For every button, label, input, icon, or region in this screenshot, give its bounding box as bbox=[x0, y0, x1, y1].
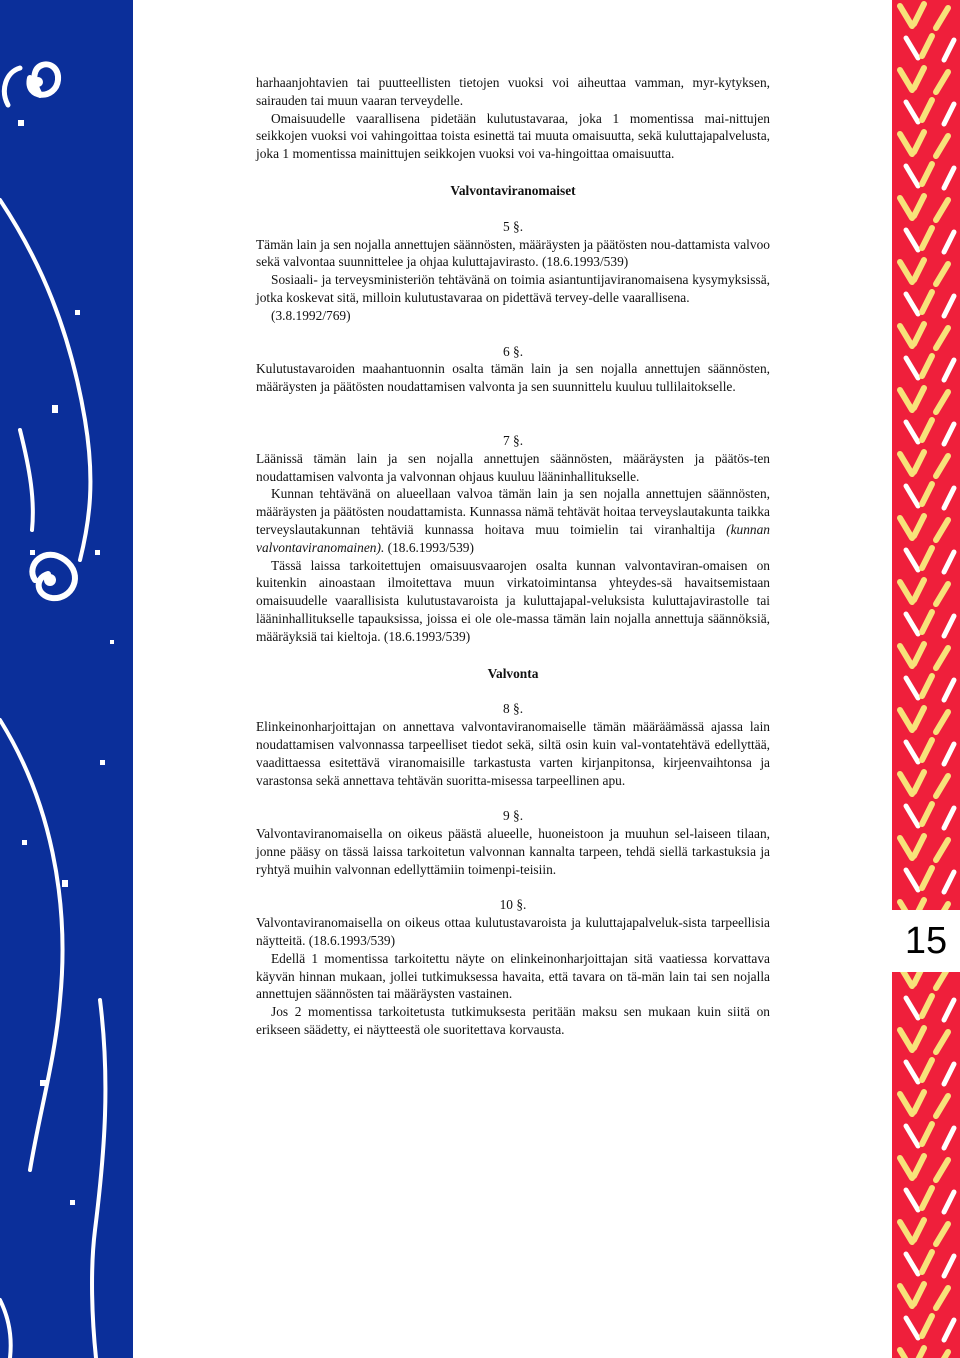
section-6-label: 6 §. bbox=[502, 343, 524, 359]
stroke-pattern bbox=[892, 0, 960, 1358]
section-6-paragraph-1: Kulutustavaroiden maahantuonnin osalta tämän lain ja sen nojalla annettujen säännösten, määräysten ja päätösten noudattamisen valvonta ja sen suunnittelu kuuluu tullilaitokselle. bbox=[256, 361, 770, 395]
section-7-paragraph-2 bbox=[256, 485, 770, 556]
section-8-paragraph-1: Elinkeinonharjoittajan on annettava valvontaviranomaiselle tämän määräämässä ajassa lain noudattamisen valvonnassa tarpeelliset tiedot sekä, siltä osin kuin val-vontatehtävä edellyttää, vaadittaessa esitettävä viranomaisille tarkastusta varten kirjanpitonsa, kirjeenvaihtonsa ja varastonsa sekä annettava tehtävän suoritta-misessa tarpeellinen apu. bbox=[256, 719, 770, 788]
document-body bbox=[256, 74, 770, 1039]
left-decorative-band bbox=[0, 0, 133, 1358]
section-5-paragraph-1: Tämän lain ja sen nojalla annettujen säännösten, määräysten ja päätösten nou-dattamista valvoo sekä valvontaa suunnittelee ja ohjaa kuluttajavirasto. (18.6.1993/539) bbox=[256, 236, 770, 270]
section-9-paragraph-1: Valvontaviranomaisella on oikeus päästä alueelle, huoneistoon ja muuhun sel-laiseen tilaan, jonne pääsy on tässä laissa tarkoitetun valvonnan kannalta tarpeen, tehdä siellä tarkastuksia ja ryhtyä muihin valvonnan edellyttämiin toimenpi-teisiin. bbox=[256, 826, 770, 877]
section-9-label: 9 §. bbox=[502, 808, 524, 824]
section-5-label: 5 §. bbox=[502, 218, 524, 234]
swirl-pattern bbox=[0, 0, 133, 1358]
section-10-label: 10 §. bbox=[499, 897, 527, 913]
section-5-reference: (3.8.1992/769) bbox=[271, 307, 351, 323]
section-5-paragraph-2: Sosiaali- ja terveysministeriön tehtävänä on toimia asiantuntijaviranomaisena kysymyksissä, jotka koskevat sitä, milloin kulutustavaraa on pidettävä tervey-delle vaarallisena. bbox=[256, 272, 770, 305]
section-7-paragraph-3: Tässä laissa tarkoitettujen omaisuusvaarojen osalta kunnan valvontaviran-omaisen on kuitenkin ainoastaan ilmoitettava muun virkatoimintansa yhteydes-sä havaitsemistaan omaisuudelle vaarallisista kulutustavaroista ja kuluttajapal-veluksista kuluttajavirastolle tai lääninhallitukselle tapauksissa, joissa ei ole ole-massa tämän lain nojalla annettuja säännöksiä, määräyksiä tai kieltoja. (18.6.1993/539) bbox=[256, 557, 770, 644]
page-number: 15 bbox=[904, 919, 948, 962]
right-decorative-band bbox=[892, 0, 960, 1358]
section-7-paragraph-2-reference: (18.6.1993/539) bbox=[387, 539, 474, 555]
section-10-paragraph-1: Valvontaviranomaisella on oikeus ottaa kulutustavaroista ja kuluttajapalveluk-sista tarpeellisia näytteitä. (18.6.1993/539) bbox=[256, 915, 770, 949]
section-10-paragraph-3: Jos 2 momentissa tarkoitetusta tutkimuksesta peritään maksu sen mukaan kuin siitä on erikseen säädetty, ei näytteestä ole suoritettava korvausta. bbox=[256, 1004, 770, 1038]
section-8-label: 8 §. bbox=[502, 701, 524, 717]
page-number-box bbox=[892, 910, 960, 972]
section-7-paragraph-2-text: Kunnan tehtävänä on alueellaan valvoa tämän lain ja sen nojalla annettujen säännösten, määräysten ja päätösten noudattamista. Kunnassa nämä tehtävät hoitaa terveyslautakunta taikka terveyslautakunnan tehtäviä kunnassa hoitava muu toimielin tai viranhaltija bbox=[256, 486, 770, 537]
section-7-paragraph-2-italic: (kunnan valvontaviranomainen). bbox=[256, 521, 770, 555]
heading-valvontaviranomaiset: Valvontaviranomaiset bbox=[450, 182, 576, 198]
paragraph-continuation: harhaanjohtavien tai puutteellisten tietojen vuoksi voi aiheuttaa vamman, myr-kytyksen, sairauden tai muun vaaran terveydelle. bbox=[256, 75, 770, 108]
section-7-paragraph-1: Läänissä tämän lain ja sen nojalla annettujen säännösten, määräysten ja päätös-ten noudattamisen valvonta ja valvonnan ohjaus kuuluu lääninhallitukselle. bbox=[256, 450, 770, 484]
section-10-paragraph-2: Edellä 1 momentissa tarkoitettu näyte on elinkeinonharjoittajan sitä vaatiessa korvattava käyvän hinnan mukaan, jollei tutkimuksessa havaita, että tavara on tä-män lain tai sen nojalla annettujen säännösten tai määräysten vastainen. bbox=[256, 950, 770, 1002]
section-7-label: 7 §. bbox=[502, 432, 524, 448]
heading-valvonta: Valvonta bbox=[487, 665, 539, 681]
paragraph-property-danger: Omaisuudelle vaarallisena pidetään kulutustavaraa, joka 1 momentissa mai-nittujen seikkojen vuoksi voi vahingoittaa toista esinettä tai muuta omaisuutta, sekä kuluttajapalvelusta, joka 1 momentissa mainittujen seikkojen vuoksi voi va-hingoittaa omaisuutta. bbox=[256, 110, 770, 162]
